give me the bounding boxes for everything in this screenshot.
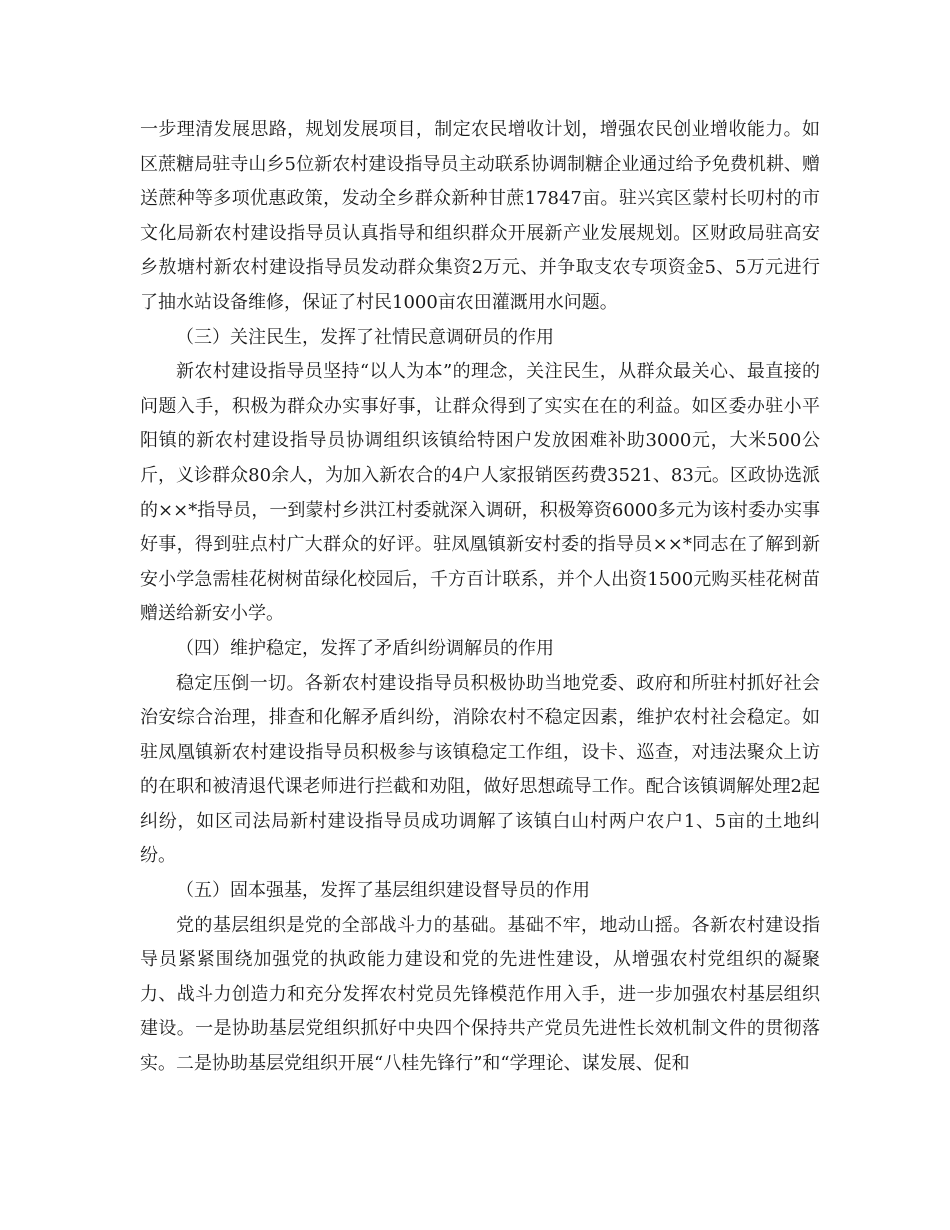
section-heading-4: （四）维护稳定，发挥了矛盾纠纷调解员的作用	[176, 637, 554, 659]
section-heading-5: （五）固本强基，发挥了基层组织建设督导员的作用	[176, 880, 590, 902]
paragraph-development-examples: 一步理清发展思路，规划发展项目，制定农民增收计划，增强农民创业增收能力。如区蔗糖局驻寺山乡5位新农村建设指导员主动联系协调制糖企业通过给予免费机耕、赠送蔗种等多项优惠政策，发动全乡群众新种甘蔗17847亩。驻兴宾区蒙村长叨村的市文化局新农村建设指导员认真指导和组织群众开展新产业发展规划。区财政局驻高安乡敖塘村新农村建设指导员发动群众集资2万元、并争取支农专项资金5、5万元进行了抽水站设备维修，保证了村民1000亩农田灌溉用水问题。	[140, 119, 820, 313]
paragraph-stability: 稳定压倒一切。各新农村建设指导员积极协助当地党委、政府和所驻村抓好社会治安综合治理，排查和化解矛盾纠纷，消除农村不稳定因素，维护农村社会稳定。如驻凤凰镇新农村建设指导员积极参与该镇稳定工作组，设卡、巡查，对违法聚众上访的在职和被清退代课老师进行拦截和劝阻，做好思想疏导工作。配合该镇调解处理2起纠纷，如区司法局新村建设指导员成功调解了该镇白山村两户农户1、5亩的土地纠纷。	[140, 672, 820, 867]
section-heading-3: （三）关注民生，发挥了社情民意调研员的作用	[176, 326, 554, 348]
document-body	[140, 113, 820, 1082]
paragraph-livelihood: 新农村建设指导员坚持“以人为本”的理念，关注民生，从群众最关心、最直接的问题入手，积极为群众办实事好事，让群众得到了实实在在的利益。如区委办驻小平阳镇的新农村建设指导员协调组织该镇给特困户发放困难补助3000元，大米500公斤，义诊群众80余人，为加入新农合的4户人家报销医药费3521、83元。区政协选派的××*指导员，一到蒙村乡洪江村委就深入调研，积极筹资6000多元为该村委办实事好事，得到驻点村广大群众的好评。驻凤凰镇新安村委的指导员××*同志在了解到新安小学急需桂花树树苗绿化校园后，千方百计联系，并个人出资1500元购买桂花树苗赠送给新安小学。	[140, 361, 820, 625]
paragraph-grassroots: 党的基层组织是党的全部战斗力的基础。基础不牢，地动山摇。各新农村建设指导员紧紧围绕加强党的执政能力建设和党的先进性建设，从增强农村党组织的凝聚力、战斗力创造力和充分发挥农村党员先锋模范作用入手，进一步加强农村基层组织建设。一是协助基层党组织抓好中央四个保持共产党员先进性长效机制文件的贯彻落实。二是协助基层党组织开展“八桂先锋行”和“学理论、谋发展、促和	[140, 914, 820, 1075]
